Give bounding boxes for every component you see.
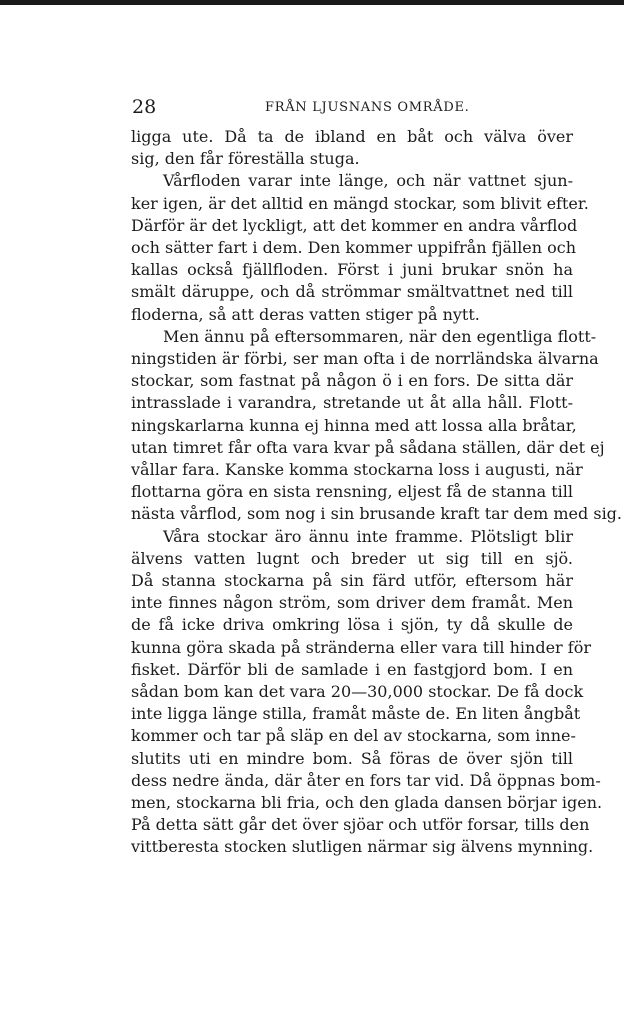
page-number: 28	[132, 96, 157, 118]
text-line: kommer och tar på släp en del av stockarna, som inne-	[131, 726, 576, 745]
text-line: vållar fara. Kanske komma stockarna loss i augusti, när	[131, 460, 583, 479]
text-line: utan timret får ofta vara kvar på sådana ställen, där det ej	[131, 438, 605, 457]
text-line: nästa vårflod, som nog i sin brusande kraft tar dem med sig.	[131, 504, 623, 523]
text-line: stockar, som fastnat på någon ö i en fors. De sitta där	[131, 371, 573, 390]
page-header	[0, 96, 624, 120]
text-line: fisket. Därför bli de samlade i en fastgjord bom. I en	[131, 660, 573, 679]
text-line: Våra stockar äro ännu inte framme. Plötsligt blir	[163, 527, 573, 546]
text-line: ligga ute. Då ta de ibland en båt och välva över	[131, 127, 573, 146]
text-line: intrasslade i varandra, stretande ut åt alla håll. Flott-	[131, 393, 573, 412]
text-line: dess nedre ända, där åter en fors tar vid. Då öppnas bom-	[131, 771, 601, 790]
text-line: ker igen, är det alltid en mängd stockar, som blivit efter.	[131, 194, 589, 213]
text-line: kallas också fjällfloden. Först i juni brukar snön ha	[131, 260, 573, 279]
text-line: och sätter fart i dem. Den kommer uppifrån fjällen och	[131, 238, 577, 257]
text-line: På detta sätt går det över sjöar och utför forsar, tills den	[131, 815, 590, 834]
text-line: Vårfloden varar inte länge, och när vattnet sjun-	[163, 171, 573, 190]
text-line: kunna göra skada på stränderna eller vara till hinder för	[131, 638, 591, 657]
text-line: de få icke driva omkring lösa i sjön, ty då skulle de	[131, 615, 573, 634]
text-line: slutits uti en mindre bom. Så föras de över sjön till	[131, 749, 573, 768]
text-line: ningstiden är förbi, ser man ofta i de norrländska älvarna	[131, 349, 599, 368]
text-line: sig, den får föreställa stuga.	[131, 149, 360, 168]
text-line: Därför är det lyckligt, att det kommer en andra vårflod	[131, 216, 578, 235]
text-line: vittberesta stocken slutligen närmar sig älvens mynning.	[131, 837, 594, 856]
text-line: inte ligga länge stilla, framåt måste de. En liten ångbåt	[131, 704, 581, 723]
text-line: sådan bom kan det vara 20—30,000 stockar. De få dock	[131, 682, 584, 701]
text-line: flottarna göra en sista rensning, eljest få de stanna till	[131, 482, 573, 501]
text-line: smält däruppe, och då strömmar smältvattnet ned till	[131, 282, 573, 301]
text-line: inte finnes någon ström, som driver dem framåt. Men	[131, 593, 573, 612]
top-edge-rule	[0, 0, 624, 5]
text-line: men, stockarna bli fria, och den glada dansen börjar igen.	[131, 793, 603, 812]
text-line: Då stanna stockarna på sin färd utför, eftersom här	[131, 571, 573, 590]
text-line: älvens vatten lugnt och breder ut sig till en sjö.	[131, 549, 573, 568]
text-line: Men ännu på eftersommaren, när den egentliga flott-	[163, 327, 597, 346]
text-line: ningskarlarna kunna ej hinna med att lossa alla bråtar,	[131, 416, 577, 435]
text-line: floderna, så att deras vatten stiger på nytt.	[131, 305, 480, 324]
running-head: FRÅN LJUSNANS OMRÅDE.	[265, 100, 470, 115]
